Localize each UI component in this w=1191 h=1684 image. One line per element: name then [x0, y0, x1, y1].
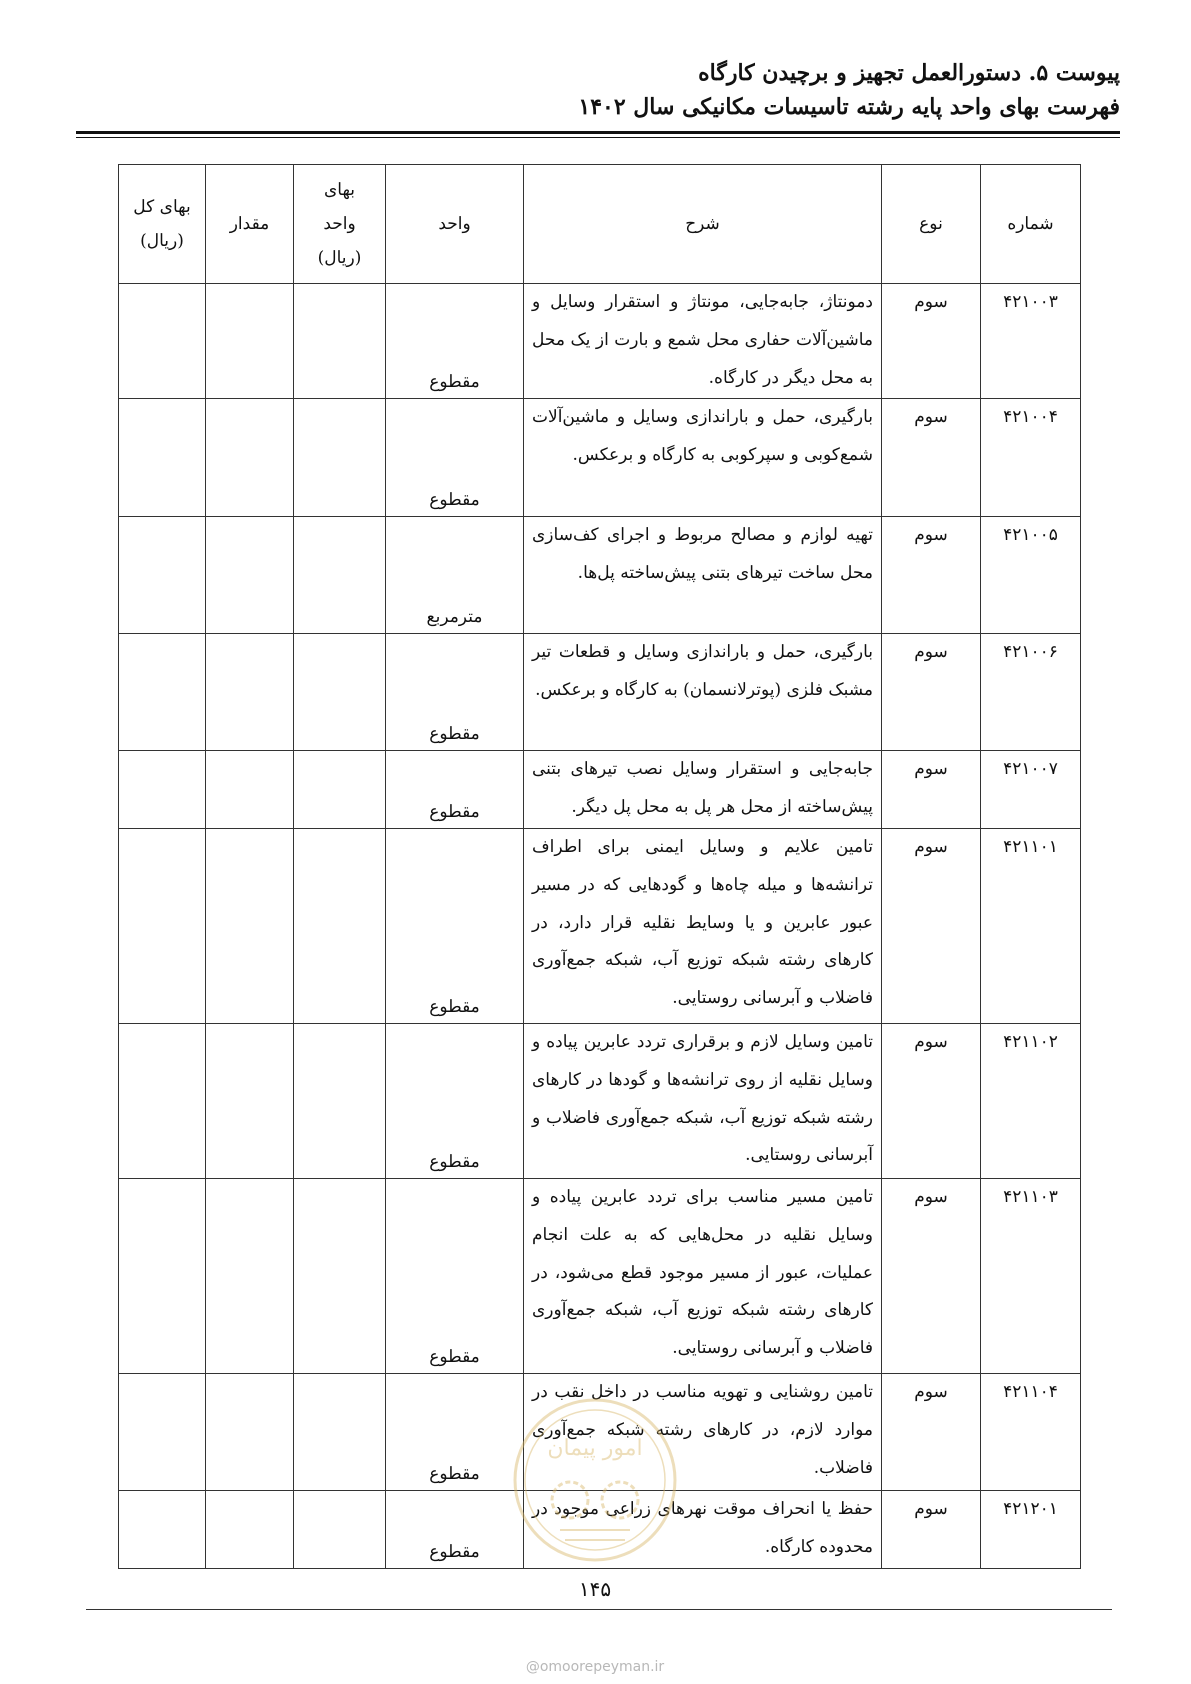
item-description: بارگیری، حمل و باراندازی وسایل و قطعات تیر مشبک فلزی (پوترلانسمان) به کارگاه و برعکس. [524, 634, 882, 751]
item-description: تهیه لوازم و مصالح مربوط و اجرای کف‌سازی محل ساخت تیرهای بتنی پیش‌ساخته پل‌ها. [524, 517, 882, 634]
header-unit-price-line2: واحد [323, 214, 356, 234]
item-description: دمونتاژ، جابه‌جایی، مونتاژ و استقرار وسایل و ماشین‌آلات حفاری محل شمع و بارت از یک محل به محل دیگر در کارگاه. [524, 284, 882, 399]
item-description: تامین مسیر مناسب برای تردد عابرین پیاده و وسایل نقلیه در محل‌هایی که به علت انجام عملیات، عبور از مسیر موجود قطع می‌شود، در کارهای رشته شبکه توزیع آب، شبکه جمع‌آوری فاضلاب و آبرسانی روستایی. [524, 1179, 882, 1374]
table-row [119, 399, 1081, 517]
header-unit-price-line1: بهای [323, 180, 356, 200]
item-code: ۴۲۱۰۰۴ [981, 399, 1081, 517]
item-unit-price [294, 751, 386, 829]
item-unit-price [294, 284, 386, 399]
table-row [119, 517, 1081, 634]
header-total-line2: (ریال) [140, 231, 184, 251]
item-quantity [206, 1024, 294, 1179]
item-total [119, 1179, 206, 1374]
item-code: ۴۲۱۱۰۱ [981, 829, 1081, 1024]
price-list-title: فهرست بهای واحد پایه رشته تاسیسات مکانیکی سال ۱۴۰۲ [578, 94, 1120, 120]
table-row [119, 829, 1081, 1024]
table-row [119, 1179, 1081, 1374]
table-header-row [119, 165, 1081, 284]
item-type: سوم [882, 751, 981, 829]
item-type: سوم [882, 517, 981, 634]
header-rule-thick [76, 131, 1120, 134]
item-description: حفظ یا انحراف موقت نهرهای زراعی موجود در محدوده کارگاه. [524, 1491, 882, 1569]
item-type: سوم [882, 284, 981, 399]
watermark-logo-icon [510, 1395, 680, 1565]
item-code: ۴۲۱۱۰۳ [981, 1179, 1081, 1374]
item-code: ۴۲۱۰۰۵ [981, 517, 1081, 634]
item-total [119, 634, 206, 751]
item-description: تامین وسایل لازم و برقراری تردد عابرین پیاده و وسایل نقلیه از روی ترانشه‌ها و گودها در کارهای رشته شبکه توزیع آب، شبکه جمع‌آوری فاضلاب و آبرسانی روستایی. [524, 1024, 882, 1179]
item-quantity [206, 399, 294, 517]
item-code: ۴۲۱۱۰۴ [981, 1374, 1081, 1491]
item-quantity [206, 829, 294, 1024]
item-unit-price [294, 634, 386, 751]
item-code: ۴۲۱۰۰۳ [981, 284, 1081, 399]
item-unit: مقطوع [386, 1374, 524, 1491]
source-watermark: @omoorepeyman.ir [525, 1659, 665, 1675]
item-quantity [206, 634, 294, 751]
item-quantity [206, 751, 294, 829]
item-unit: مقطوع [386, 751, 524, 829]
item-unit: مترمربع [386, 517, 524, 634]
item-total [119, 1374, 206, 1491]
header-unit-price-line3: (ریال) [317, 248, 362, 268]
item-description: تامین روشنایی و تهویه مناسب در داخل نقب در موارد لازم، در کارهای رشته شبکه جمع‌آوری فاضلاب. [524, 1374, 882, 1491]
item-total [119, 517, 206, 634]
item-type: سوم [882, 1491, 981, 1569]
item-total [119, 284, 206, 399]
item-description: تامین علایم و وسایل ایمنی برای اطراف ترانشه‌ها و میله چاه‌ها و گودهایی که در مسیر عبور عابرین و یا وسایط نقلیه قرار دارد، در کارهای رشته شبکه توزیع آب، شبکه جمع‌آوری فاضلاب و آبرسانی روستایی. [524, 829, 882, 1024]
footer-rule [86, 1609, 1112, 1610]
item-quantity [206, 284, 294, 399]
item-unit-price [294, 1374, 386, 1491]
item-unit: مقطوع [386, 829, 524, 1024]
header-total-line1: بهای کل [133, 197, 191, 217]
item-unit-price [294, 399, 386, 517]
page-header [76, 56, 1120, 124]
item-unit: مقطوع [386, 1491, 524, 1569]
item-unit: مقطوع [386, 634, 524, 751]
table-row [119, 284, 1081, 399]
watermark-text: امور پیمان [547, 1436, 643, 1461]
item-unit-price [294, 1024, 386, 1179]
header-description: شرح [524, 165, 882, 284]
item-quantity [206, 1491, 294, 1569]
item-unit: مقطوع [386, 1024, 524, 1179]
item-quantity [206, 1179, 294, 1374]
header-number: شماره [981, 165, 1081, 284]
item-type: سوم [882, 829, 981, 1024]
item-total [119, 751, 206, 829]
item-unit: مقطوع [386, 284, 524, 399]
item-unit-price [294, 517, 386, 634]
header-type: نوع [882, 165, 981, 284]
item-type: سوم [882, 399, 981, 517]
item-unit: مقطوع [386, 399, 524, 517]
item-code: ۴۲۱۰۰۶ [981, 634, 1081, 751]
item-unit-price [294, 1179, 386, 1374]
item-total [119, 1491, 206, 1569]
item-code: ۴۲۱۰۰۷ [981, 751, 1081, 829]
item-code: ۴۲۱۱۰۲ [981, 1024, 1081, 1179]
table-row [119, 1024, 1081, 1179]
item-type: سوم [882, 1179, 981, 1374]
page-number: ۱۴۵ [578, 1577, 612, 1601]
item-quantity [206, 517, 294, 634]
table-row [119, 751, 1081, 829]
header-unit-price [294, 165, 386, 284]
item-description: جابه‌جایی و استقرار وسایل نصب تیرهای بتنی پیش‌ساخته از محل هر پل به محل پل دیگر. [524, 751, 882, 829]
item-type: سوم [882, 1024, 981, 1179]
header-unit: واحد [386, 165, 524, 284]
header-rule-thin [76, 137, 1120, 138]
item-unit: مقطوع [386, 1179, 524, 1374]
table-row [119, 634, 1081, 751]
item-description: بارگیری، حمل و باراندازی وسایل و ماشین‌آلات شمع‌کوبی و سپرکوبی به کارگاه و برعکس. [524, 399, 882, 517]
item-total [119, 1024, 206, 1179]
item-unit-price [294, 829, 386, 1024]
appendix-title: پیوست ۵. دستورالعمل تجهیز و برچیدن کارگاه [698, 60, 1120, 86]
item-total [119, 399, 206, 517]
price-list-table [118, 164, 1081, 1569]
item-unit-price [294, 1491, 386, 1569]
header-total [119, 165, 206, 284]
item-quantity [206, 1374, 294, 1491]
header-quantity: مقدار [206, 165, 294, 284]
item-code: ۴۲۱۲۰۱ [981, 1491, 1081, 1569]
item-type: سوم [882, 634, 981, 751]
item-type: سوم [882, 1374, 981, 1491]
item-total [119, 829, 206, 1024]
